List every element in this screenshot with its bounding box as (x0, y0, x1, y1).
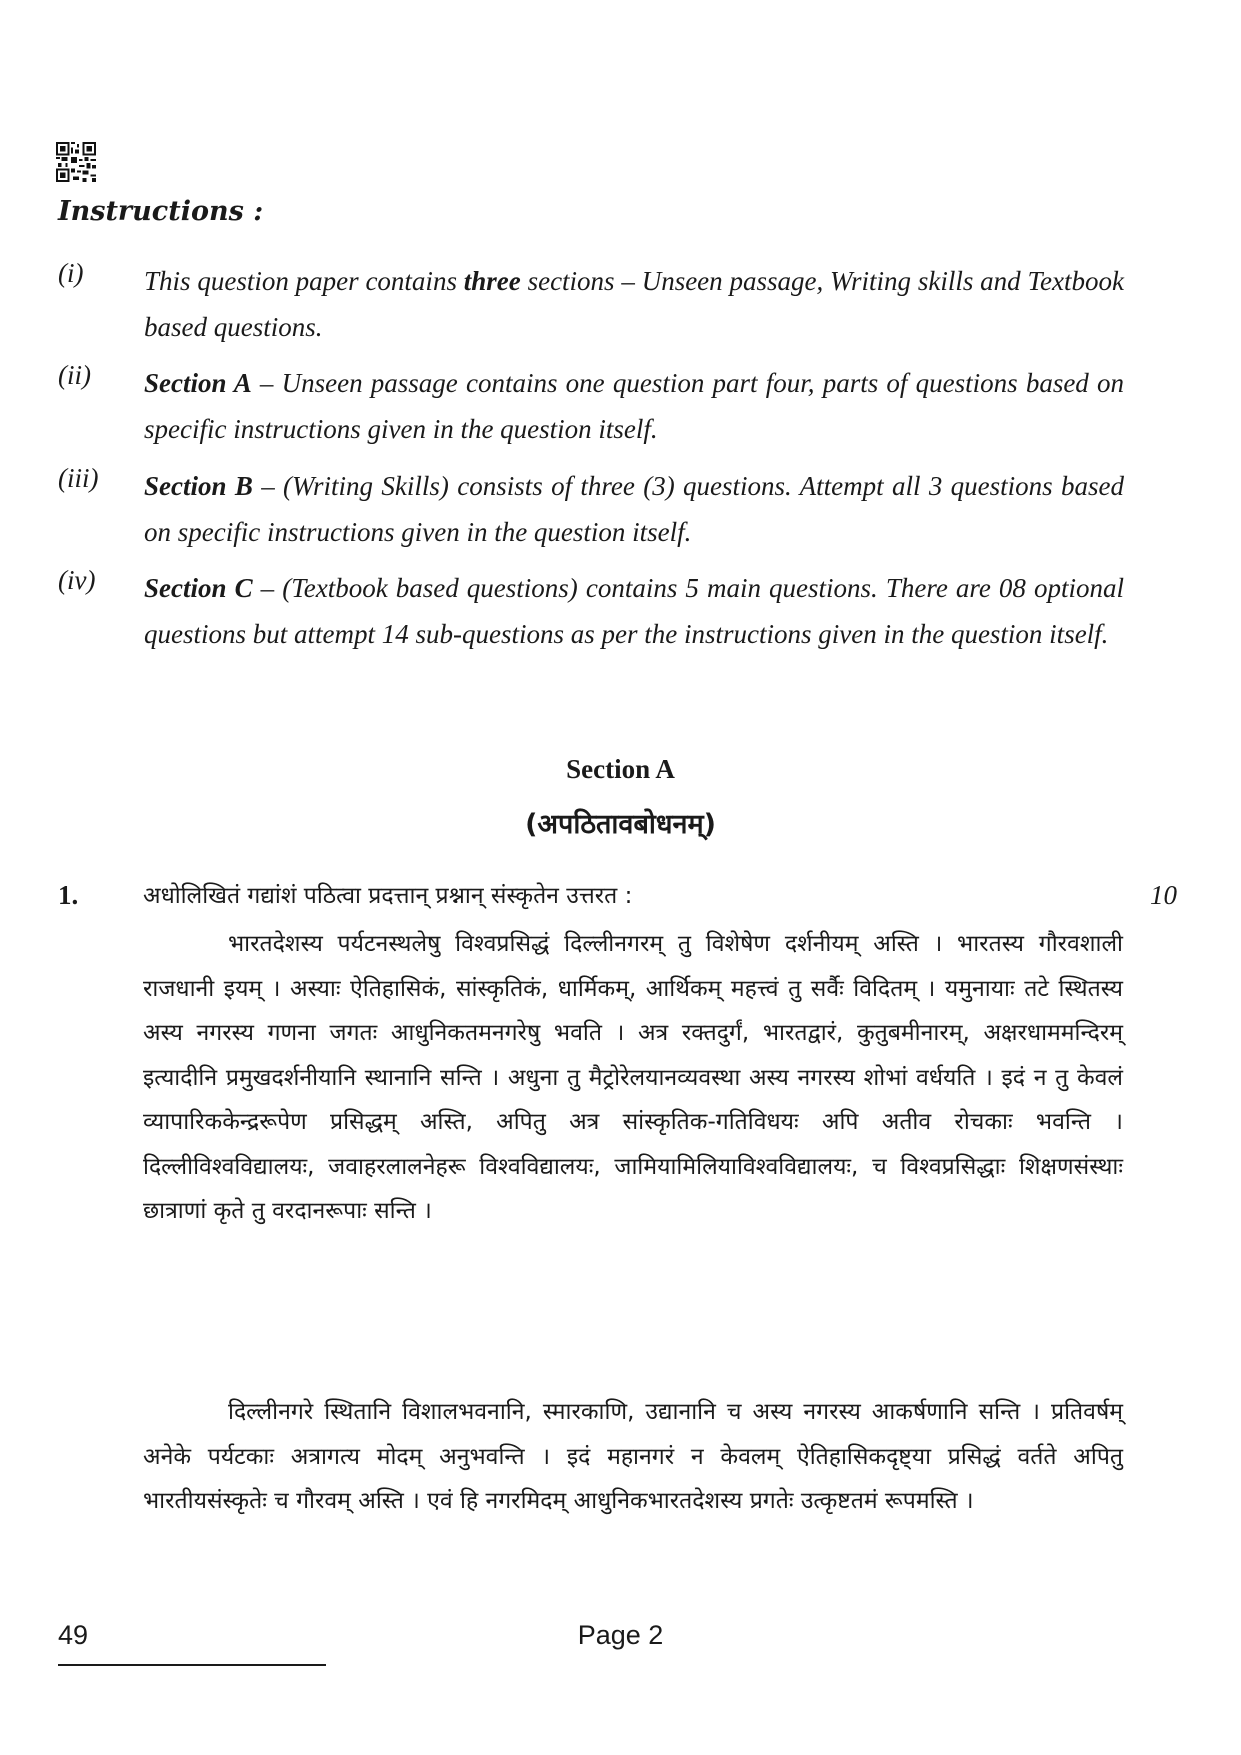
instruction-number: (i) (58, 258, 84, 288)
instruction-number: (iv) (58, 565, 96, 595)
question-number: 1. (58, 880, 79, 910)
page-number: Page 2 (577, 1620, 664, 1650)
instruction-text (144, 360, 1124, 452)
instruction-emphasis: Section B (144, 471, 253, 501)
instruction-emphasis: Section C (144, 573, 253, 603)
question-text: अधोलिखितं गद्यांशं पठित्वा प्रदत्तान् प्रश्नान् संस्कृतेन उत्तरत : (143, 883, 633, 909)
instruction-text-part: sections – Unseen passage, Writing skills and Textbook based questions. (144, 266, 1124, 342)
instructions-title: Instructions : (58, 196, 264, 227)
instruction-text-part: This question paper contains (144, 266, 464, 296)
instruction-emphasis: Section A (144, 368, 252, 398)
instruction-text (144, 565, 1124, 657)
instruction-text-part: – (Writing Skills) consists of three (3) questions. Attempt all 3 questions based on specific instructions given in the question itself. (144, 471, 1124, 547)
instruction-text-part: – Unseen passage contains one question part four, parts of questions based on specific instructions given in the question itself. (144, 368, 1125, 444)
footer-rule (58, 1664, 326, 1666)
instruction-emphasis: three (463, 266, 521, 296)
instruction-text-part: – (Textbook based questions) contains 5 main questions. There are 08 optional questions but attempt 14 sub-questions as per the instructions given in the question itself. (144, 573, 1124, 649)
paper-code: 49 (58, 1620, 89, 1650)
section-title: Section A (566, 754, 675, 784)
instruction-number: (iii) (58, 463, 99, 493)
section-subtitle: (अपठितावबोधनम्) (525, 809, 716, 840)
instruction-text (144, 463, 1124, 555)
qr-code-icon (56, 142, 96, 182)
instruction-text (144, 258, 1124, 350)
passage-paragraph-2: दिल्लीनगरे स्थितानि विशालभवनानि, स्मारकाणि, उद्यानानि च अस्य नगरस्य आकर्षणानि सन्ति । प्रतिवर्षम् अनेके पर्यटकाः अत्रागत्य मोदम् अनुभवन्ति । इदं महानगरं न केवलम् ऐतिहासिकदृष्ट्या प्रसिद्धं वर्तते अपितु भारतीयसंस्कृतेः च गौरवम् अस्ति । एवं हि नगरमिदम् आधुनिकभारतदेशस्य प्रगतेः उत्कृष्टतमं रूपमस्ति । (143, 1399, 1123, 1514)
passage-paragraph-1: भारतदेशस्य पर्यटनस्थलेषु विश्वप्रसिद्धं दिल्लीनगरम् तु विशेषेण दर्शनीयम् अस्ति । भारतस्य गौरवशाली राजधानी इयम् । अस्याः ऐतिहासिकं, सांस्कृतिकं, धार्मिकम्, आर्थिकम् महत्त्वं तु सर्वैः विदितम् । यमुनायाः तटे स्थितस्य अस्य नगरस्य गणना जगतः आधुनिकतमनगरेषु भवति । अत्र रक्तदुर्गं, भारतद्वारं, कुतुबमीनारम्, अक्षरधाममन्दिरम् इत्यादीनि प्रमुखदर्शनीयानि स्थानानि सन्ति । अधुना तु मैट्रोरेलयानव्यवस्था अस्य नगरस्य शोभां वर्धयति । इदं न तु केवलं व्यापारिककेन्द्ररूपेण प्रसिद्धम् अस्ति, अपितु अत्र सांस्कृतिक-गतिविधयः अपि अतीव रोचकाः भवन्ति । दिल्लीविश्वविद्यालयः, जवाहरलालनेहरू विश्वविद्यालयः, जामियामिलियाविश्वविद्यालयः, च विश्वप्रसिद्धाः शिक्षणसंस्थाः छात्राणां कृते तु वरदानरूपाः सन्ति । (143, 931, 1123, 1224)
instruction-number: (ii) (58, 360, 91, 390)
question-marks: 10 (1150, 880, 1177, 910)
